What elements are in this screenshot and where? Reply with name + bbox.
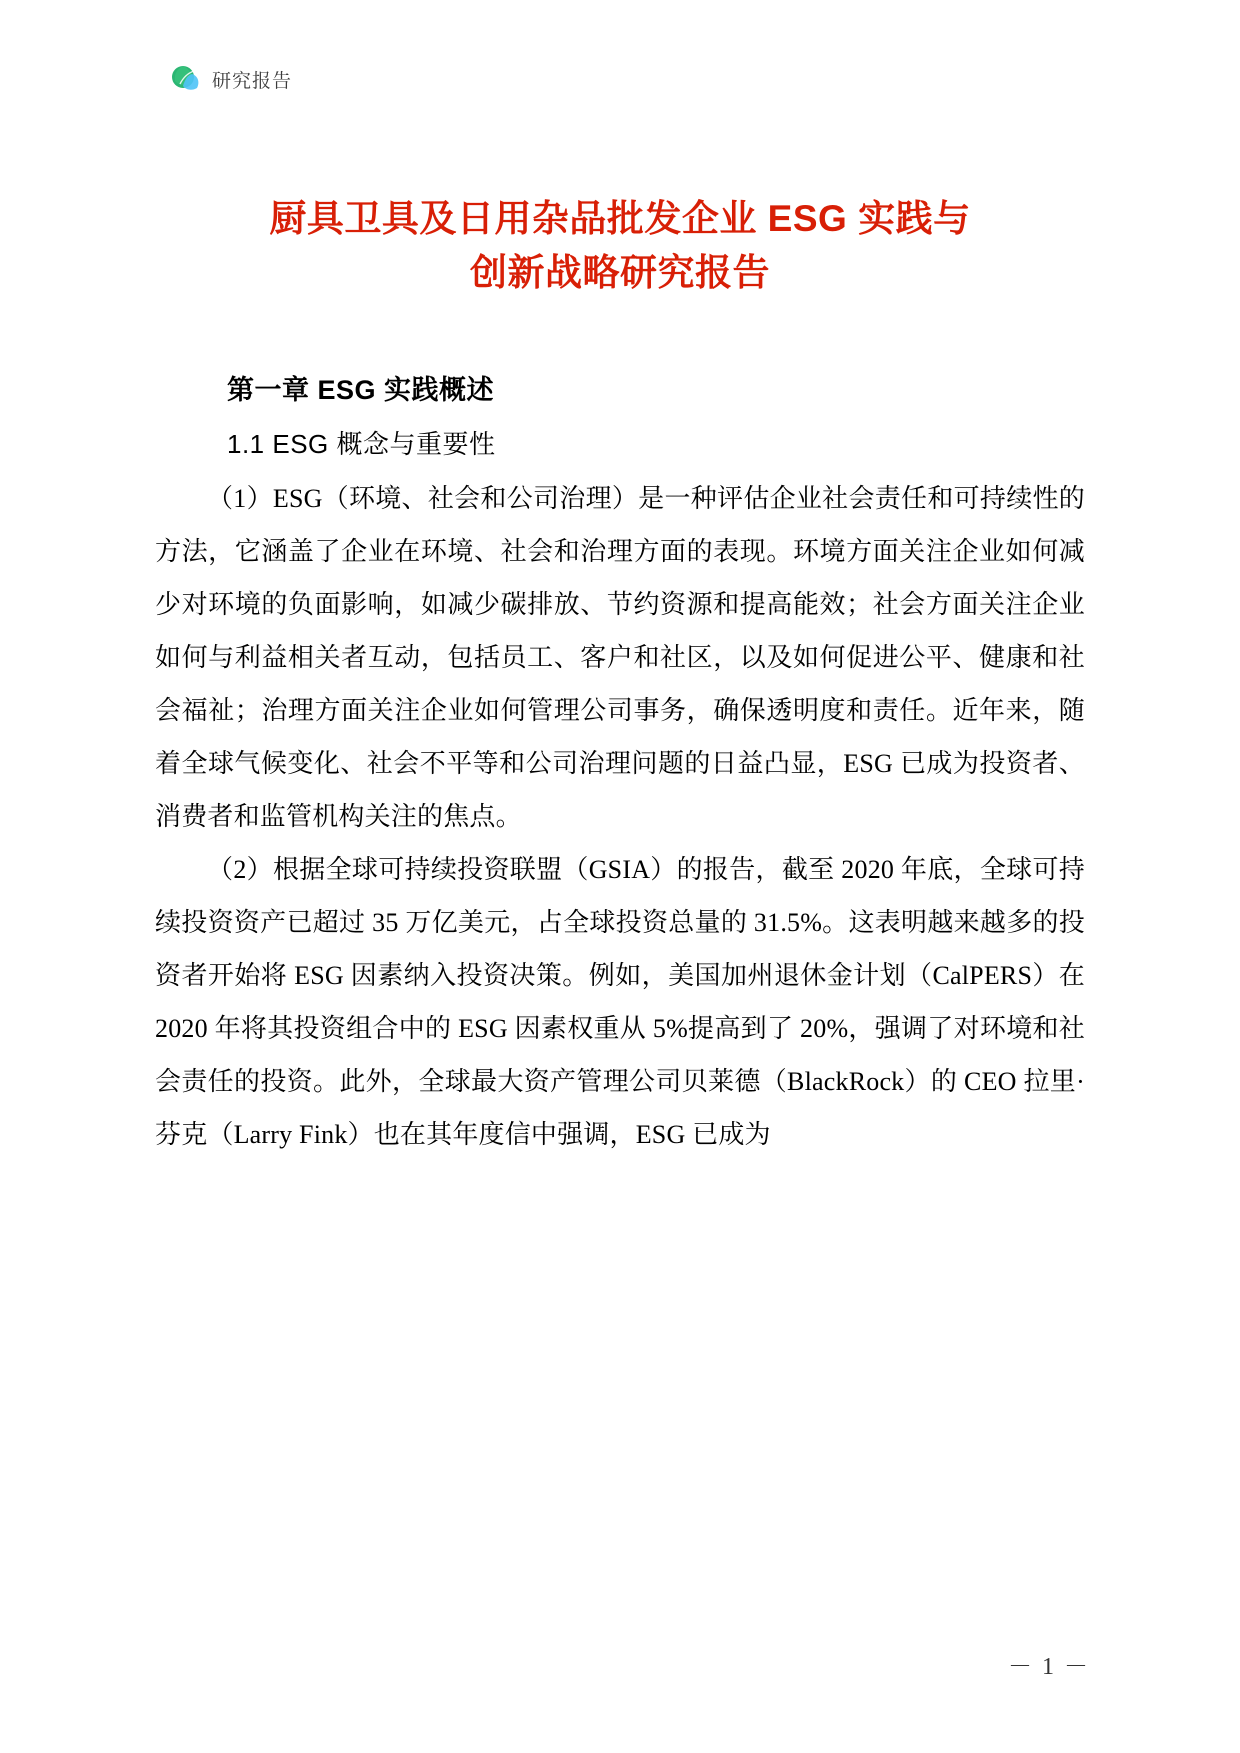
page-title-line-2: 创新战略研究报告 [470, 252, 770, 293]
chapter-heading: 第一章 ESG 实践概述 [227, 375, 495, 405]
page-title-line-1: 厨具卫具及日用杂品批发企业 ESG 实践与 [269, 198, 971, 239]
document-header [168, 62, 292, 96]
body-paragraph-2: （2）根据全球可持续投资联盟（GSIA）的报告，截至 2020 年底，全球可持续投资资产已超过 35 万亿美元，占全球投资总量的 31.5%。这表明越来越多的投资者开始将 ESG 因素纳入投资决策。例如，美国加州退休金计划（CalPERS）在 2020 年将其投资组合中的 ESG 因素权重从 5%提高到了 20%，强调了对环境和社会责任的投资。此外，全球最大资产管理公司贝莱德（BlackRock）的 CEO 拉里·芬克（Larry Fink）也在其年度信中强调，ESG 已成为 [155, 855, 1085, 1149]
logo-text: 研究报告 [212, 70, 293, 92]
leaf-globe-logo-icon [168, 62, 202, 96]
page-number: － 1 － [1008, 1654, 1090, 1680]
body-paragraph-1: （1）ESG（环境、社会和公司治理）是一种评估企业社会责任和可持续性的方法，它涵盖了企业在环境、社会和治理方面的表现。环境方面关注企业如何减少对环境的负面影响，如减少碳排放、节约资源和提高能效；社会方面关注企业如何与利益相关者互动，包括员工、客户和社区，以及如何促进公平、健康和社会福祉；治理方面关注企业如何管理公司事务，确保透明度和责任。近年来，随着全球气候变化、社会不平等和公司治理问题的日益凸显，ESG 已成为投资者、消费者和监管机构关注的焦点。 [155, 484, 1085, 831]
page-title [155, 192, 1085, 300]
document-body [155, 368, 1085, 1161]
section-heading: 1.1 ESG 概念与重要性 [227, 429, 496, 459]
